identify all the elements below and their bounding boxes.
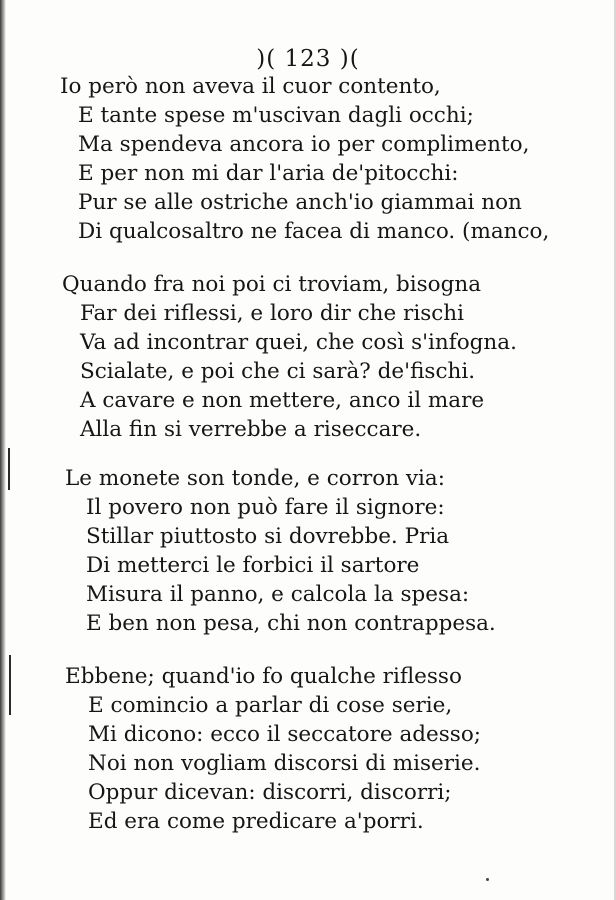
verse-line: Noi non vogliam discorsi di miserie. (88, 751, 481, 776)
verse-line: Scialate, e poi che ci sarà? de'fischi. (80, 359, 476, 384)
margin-mark (9, 655, 11, 715)
verse-line: Di qualcosaltro ne facea di manco. (manco, (78, 219, 550, 244)
verse-line: Stillar piuttosto si dovrebbe. Pria (86, 524, 450, 549)
verse-line: Mi dicono: ecco il seccatore adesso; (88, 722, 482, 747)
verse-line: E tante spese m'uscivan dagli occhi; (78, 103, 474, 128)
verse-line: Il povero non può fare il signore: (86, 495, 445, 520)
verse-line: Quando fra noi poi ci troviam, bisogna (62, 272, 482, 297)
verse-line: E per non mi dar l'aria de'pitocchi: (78, 161, 459, 186)
verse-line: Le monete son tonde, e corron via: (65, 466, 445, 491)
margin-mark (8, 448, 10, 490)
verse-line: Misura il panno, e calcola la spesa: (86, 582, 470, 607)
verse-line: Oppur dicevan: discorri, discorri; (88, 780, 452, 805)
verse-line: A cavare e non mettere, anco il mare (80, 388, 485, 413)
verse-line: Va ad incontrar quei, che così s'infogna. (80, 330, 517, 355)
verse-line: Ma spendeva ancora io per complimento, (78, 132, 530, 157)
verse-line: Far dei riflessi, e loro dir che rischi (80, 301, 464, 326)
page-number: )( 123 )( (256, 46, 360, 72)
verse-line: E comincio a parlar di cose serie, (88, 693, 453, 718)
verse-line: Di metterci le forbici il sartore (86, 553, 420, 578)
verse-line: Ebbene; quand'io fo qualche riflesso (65, 664, 462, 689)
page-gutter-shadow (0, 0, 6, 900)
verse-line: Io però non aveva il cuor contento, (60, 74, 441, 99)
verse-line: E ben non pesa, chi non contrappesa. (86, 611, 496, 636)
ink-speck (486, 878, 489, 881)
verse-line: Ed era come predicare a'porri. (88, 809, 424, 834)
verse-line: Alla fin si verrebbe a riseccare. (80, 417, 422, 442)
verse-line: Pur se alle ostriche anch'io giammai non (78, 190, 522, 215)
